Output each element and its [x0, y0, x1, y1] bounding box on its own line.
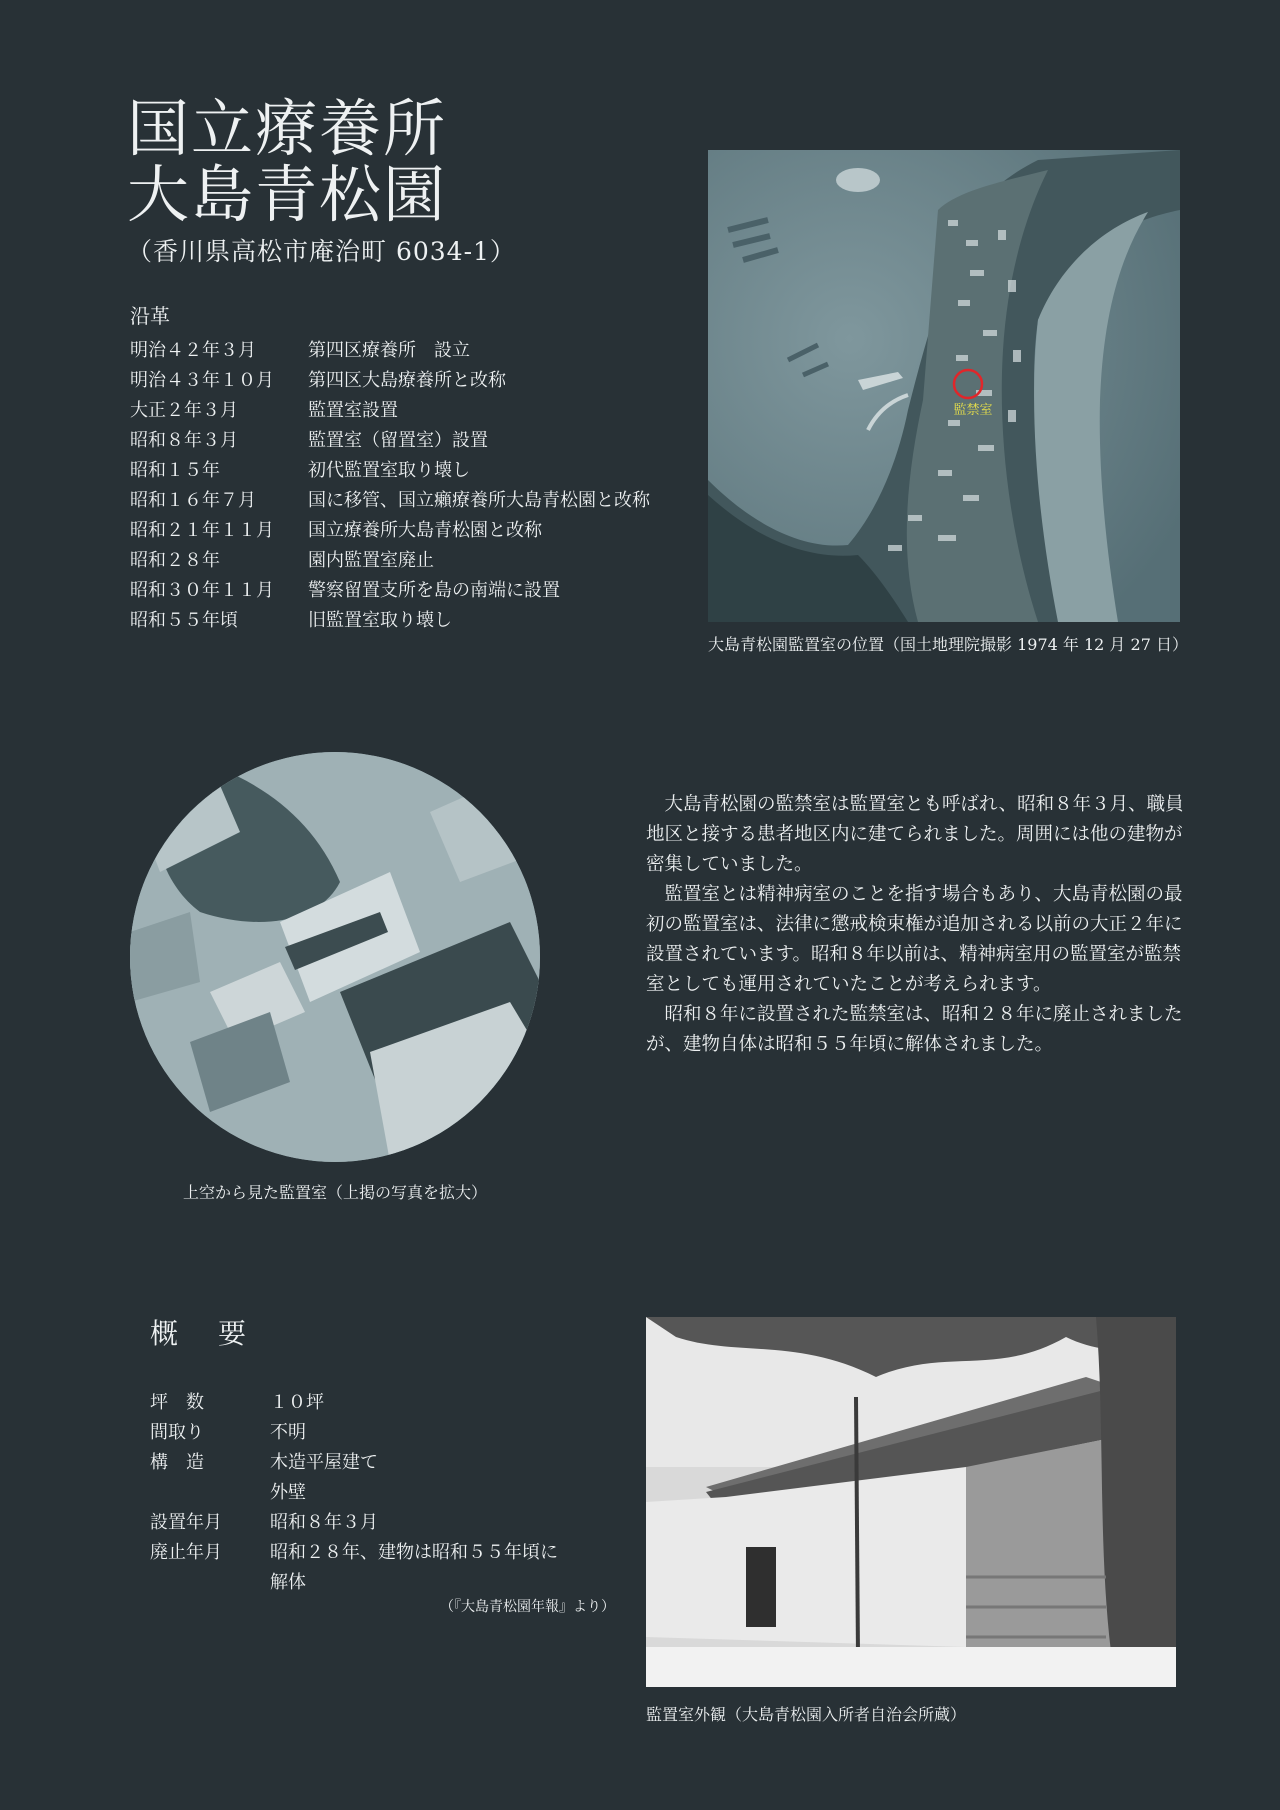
overview-row [150, 1538, 620, 1568]
history-event: 園内監置室廃止 [308, 550, 434, 571]
history-event: 国立療養所大島青松園と改称 [308, 520, 542, 541]
history-item [130, 426, 690, 456]
overview-value: 不明 [270, 1422, 306, 1443]
address: （香川県高松市庵治町 6034-1） [127, 237, 516, 266]
overview-row [150, 1508, 620, 1538]
overview-label: 間取り [150, 1422, 204, 1443]
overview-row [150, 1388, 620, 1418]
overview-value: 外壁 [270, 1482, 306, 1503]
building-photo-image [646, 1317, 1176, 1687]
history-item [130, 456, 690, 486]
history-era: 昭和２８年 [130, 550, 220, 571]
history-item [130, 546, 690, 576]
title-line-1: 国立療養所 [127, 92, 448, 165]
description [646, 790, 1186, 1060]
history-item [130, 486, 690, 516]
overview-value: 解体 [270, 1572, 306, 1593]
page-title [127, 92, 448, 231]
overview-value: 木造平屋建て [270, 1452, 378, 1473]
title-line-2: 大島青松園 [127, 158, 448, 231]
history-item [130, 396, 690, 426]
history-era: 大正２年３月 [130, 400, 238, 421]
history-event: 旧監置室取り壊し [308, 610, 452, 631]
overview-value: 昭和８年３月 [270, 1512, 378, 1533]
overview-row [150, 1448, 620, 1478]
history-item [130, 516, 690, 546]
description-paragraph-3: 昭和８年に設置された監禁室は、昭和２８年に廃止されましたが、建物自体は昭和５５年頃に解体されました。 [646, 1004, 1183, 1055]
overview-row [150, 1478, 620, 1508]
building-caption: 監置室外観（大島青松園入所者自治会所蔵） [646, 1705, 967, 1724]
history-list [130, 336, 690, 636]
zoom-photo [130, 752, 540, 1162]
overview-list [150, 1388, 620, 1598]
history-event: 第四区大島療養所と改称 [308, 370, 506, 391]
overview-label: 構 造 [150, 1452, 204, 1473]
history-item [130, 366, 690, 396]
description-paragraph-2: 監置室とは精神病室のことを指す場合もあり、大島青松園の最初の監置室は、法律に懲戒検束権が追加される以前の大正２年に設置されています。昭和８年以前は、精神病室用の監置室が監禁室としても運用されていたことが考えられます。 [646, 884, 1183, 995]
history-event: 監置室設置 [308, 400, 398, 421]
description-paragraph-1: 大島青松園の監禁室は監置室とも呼ばれ、昭和８年３月、職員地区と接する患者地区内に建てられました。周囲には他の建物が密集していました。 [646, 794, 1184, 875]
overview-source: （『大島青松園年報』より） [440, 1599, 615, 1615]
overview-label: 設置年月 [150, 1512, 222, 1533]
history-era: 昭和２１年１１月 [130, 520, 274, 541]
overview-value: 昭和２８年、建物は昭和５５年頃に [270, 1542, 558, 1563]
overview-label: 坪 数 [150, 1392, 204, 1413]
building-photo [646, 1317, 1176, 1687]
aerial-photo-image [708, 150, 1180, 622]
aerial-caption: 大島青松園監置室の位置（国土地理院撮影 1974 年 12 月 27 日） [708, 635, 1188, 654]
overview-label [150, 1568, 270, 1598]
history-era: 明治４２年３月 [130, 340, 256, 361]
history-era: 昭和５５年頃 [130, 610, 238, 631]
zoom-photo-image [130, 752, 540, 1162]
history-item [130, 336, 690, 366]
overview-heading: 概 要 [150, 1317, 253, 1350]
overview-label [150, 1478, 270, 1508]
zoom-caption: 上空から見た監置室（上掲の写真を拡大） [182, 1183, 487, 1202]
overview-value: １０坪 [270, 1392, 324, 1413]
history-item [130, 576, 690, 606]
history-era: 明治４３年１０月 [130, 370, 274, 391]
history-event: 警察留置支所を島の南端に設置 [308, 580, 560, 601]
history-era: 昭和３０年１１月 [130, 580, 274, 601]
overview-row [150, 1418, 620, 1448]
history-event: 国に移管、国立癩療養所大島青松園と改称 [308, 490, 650, 511]
history-era: 昭和１５年 [130, 460, 220, 481]
overview-label: 廃止年月 [150, 1542, 222, 1563]
history-heading: 沿革 [130, 304, 170, 328]
history-era: 昭和８年３月 [130, 430, 238, 451]
marker-label: 監禁室 [953, 403, 993, 418]
history-event: 初代監置室取り壊し [308, 460, 470, 481]
overview-row [150, 1568, 620, 1598]
history-era: 昭和１６年７月 [130, 490, 256, 511]
history-event: 監置室（留置室）設置 [308, 430, 488, 451]
history-item [130, 606, 690, 636]
aerial-photo [708, 150, 1180, 622]
history-event: 第四区療養所 設立 [308, 340, 470, 361]
